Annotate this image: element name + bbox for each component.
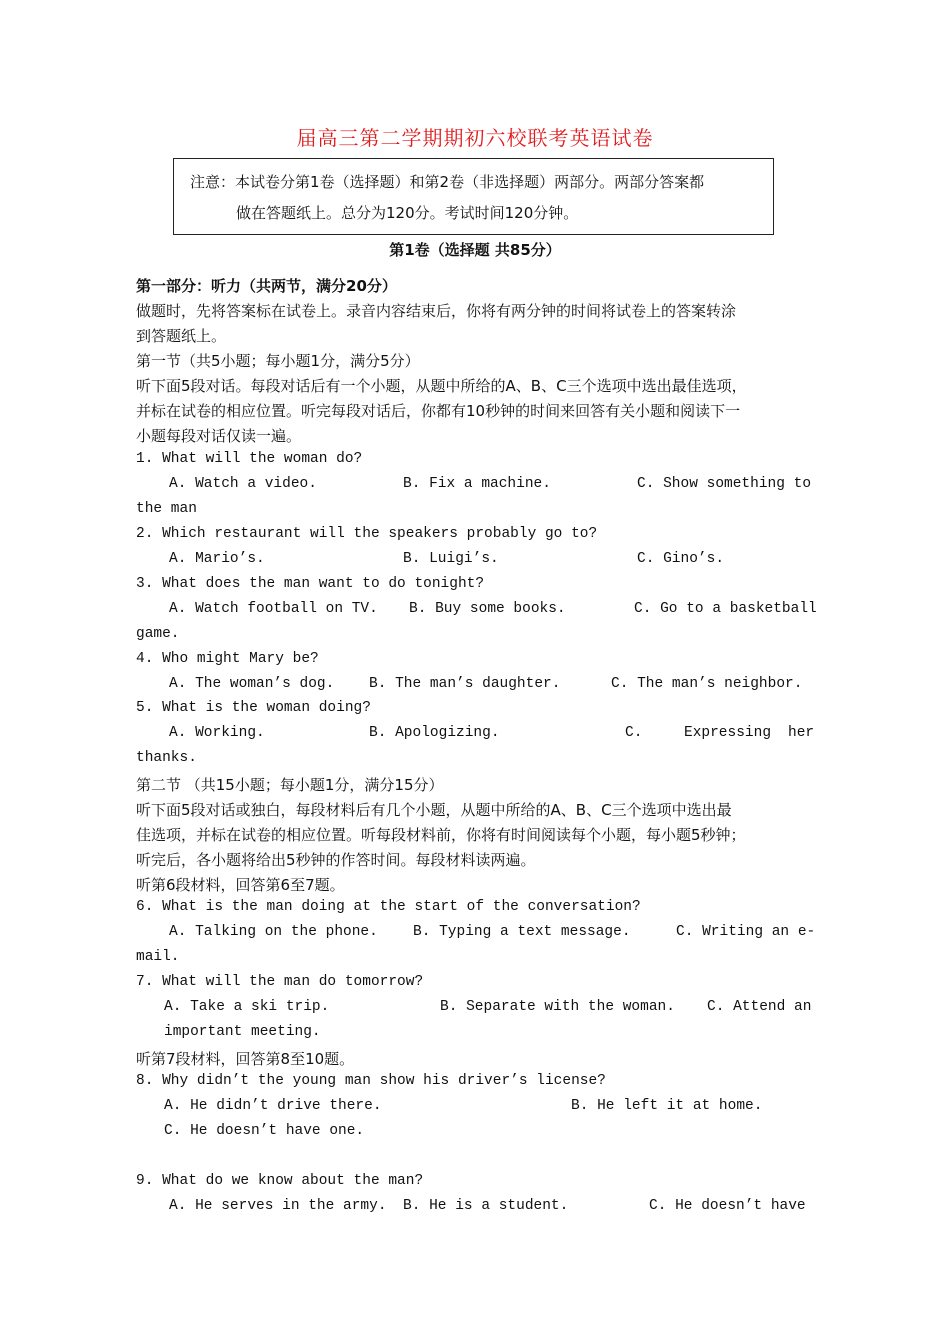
notice-box [173,158,774,235]
question-6-option-a: A. Talking on the phone. [169,924,378,940]
section1-intro-3: 小题每段对话仅读一遍。 [136,427,302,445]
section2-intro-1: 听下面5段对话或独白，每段材料后有几个小题，从题中所给的A、B、C三个选项中选出最 [136,801,732,819]
question-1-option-b: B. Fix a machine. [403,476,551,492]
section1-intro-1: 听下面5段对话。每段对话后有一个小题，从题中所给的A、B、C三个选项中选出最佳选项， [136,377,747,395]
question-3-stem: 3. What does the man want to do tonight? [136,576,485,592]
question-3-option-c: C. Go to a basketball [634,601,817,617]
section2-heading: 第二节 （共15小题；每小题1分，满分15分） [136,776,444,794]
question-5-continuation: thanks. [136,750,197,766]
section2-intro-2: 佳选项，并标在试卷的相应位置。听每段材料前，你将有时间阅读每个小题，每小题5秒钟； [136,826,746,844]
question-8-option-a: A. He didn’t drive there. [164,1098,382,1114]
notice-line-2: 做在答题纸上。总分为120分。考试时间120分钟。 [236,204,579,222]
question-7-stem: 7. What will the man do tomorrow? [136,974,424,990]
question-7-option-c: C. Attend an [707,999,812,1015]
part1-intro-1: 做题时，先将答案标在试卷上。录音内容结束后，你将有两分钟的时间将试卷上的答案转涂 [136,302,737,320]
question-5-option-c-letter: C. [625,725,643,741]
question-3-option-b: B. Buy some books. [409,601,566,617]
question-2-option-b: B. Luigi’s. [403,551,499,567]
question-5-option-c-word1: Expressing [684,725,772,741]
question-7-option-b: B. Separate with the woman. [440,999,675,1015]
question-3-continuation: game. [136,626,180,642]
question-5-option-a: A. Working. [169,725,265,741]
question-9-stem: 9. What do we know about the man? [136,1173,424,1189]
question-1-stem: 1. What will the woman do? [136,451,363,467]
question-5-stem: 5. What is the woman doing? [136,700,371,716]
question-6-continuation: mail. [136,949,180,965]
notice-line-1: 注意：本试卷分第1卷（选择题）和第2卷（非选择题）两部分。两部分答案都 [190,173,705,191]
material-6-heading: 听第6段材料，回答第6至7题。 [136,876,345,894]
question-8-option-c: C. He doesn’t have one. [164,1123,365,1139]
question-2-stem: 2. Which restaurant will the speakers probably go to? [136,526,598,542]
question-4-option-a: A. The woman’s dog. [169,676,335,692]
question-1-option-c: C. Show something to [637,476,812,492]
question-8-stem: 8. Why didn’t the young man show his driver’s license? [136,1073,606,1089]
volume-heading: 第1卷（选择题 共85分） [389,241,561,259]
part1-intro-2: 到答题纸上。 [136,327,227,345]
question-1-option-a: A. Watch a video. [169,476,317,492]
question-2-option-a: A. Mario’s. [169,551,265,567]
question-6-option-c: C. Writing an e- [676,924,816,940]
question-5-option-b: B. Apologizing. [369,725,500,741]
question-1-continuation: the man [136,501,197,517]
exam-title: 届高三第二学期期初六校联考英语试卷 [296,126,654,150]
question-6-option-b: B. Typing a text message. [413,924,631,940]
part1-heading: 第一部分：听力（共两节，满分20分） [136,277,397,295]
question-8-option-b: B. He left it at home. [571,1098,763,1114]
section2-intro-3: 听完后，各小题将给出5秒钟的作答时间。每段材料读两遍。 [136,851,536,869]
material-7-heading: 听第7段材料，回答第8至10题。 [136,1050,355,1068]
question-4-option-c: C. The man’s neighbor. [611,676,803,692]
question-3-option-a: A. Watch football on TV. [169,601,378,617]
section1-heading: 第一节（共5小题；每小题1分，满分5分） [136,352,420,370]
question-2-option-c: C. Gino’s. [637,551,725,567]
question-4-option-b: B. The man’s daughter. [369,676,561,692]
question-4-stem: 4. Who might Mary be? [136,651,319,667]
question-9-option-a: A. He serves in the army. [169,1198,387,1214]
question-9-option-b: B. He is a student. [403,1198,569,1214]
section1-intro-2: 并标在试卷的相应位置。听完每段对话后，你都有10秒钟的时间来回答有关小题和阅读下一 [136,402,741,420]
question-9-option-c: C. He doesn’t have [649,1198,806,1214]
question-7-option-a: A. Take a ski trip. [164,999,330,1015]
question-6-stem: 6. What is the man doing at the start of the conversation? [136,899,641,915]
question-7-continuation: important meeting. [164,1024,321,1040]
question-5-option-c-word2: her [788,725,815,741]
